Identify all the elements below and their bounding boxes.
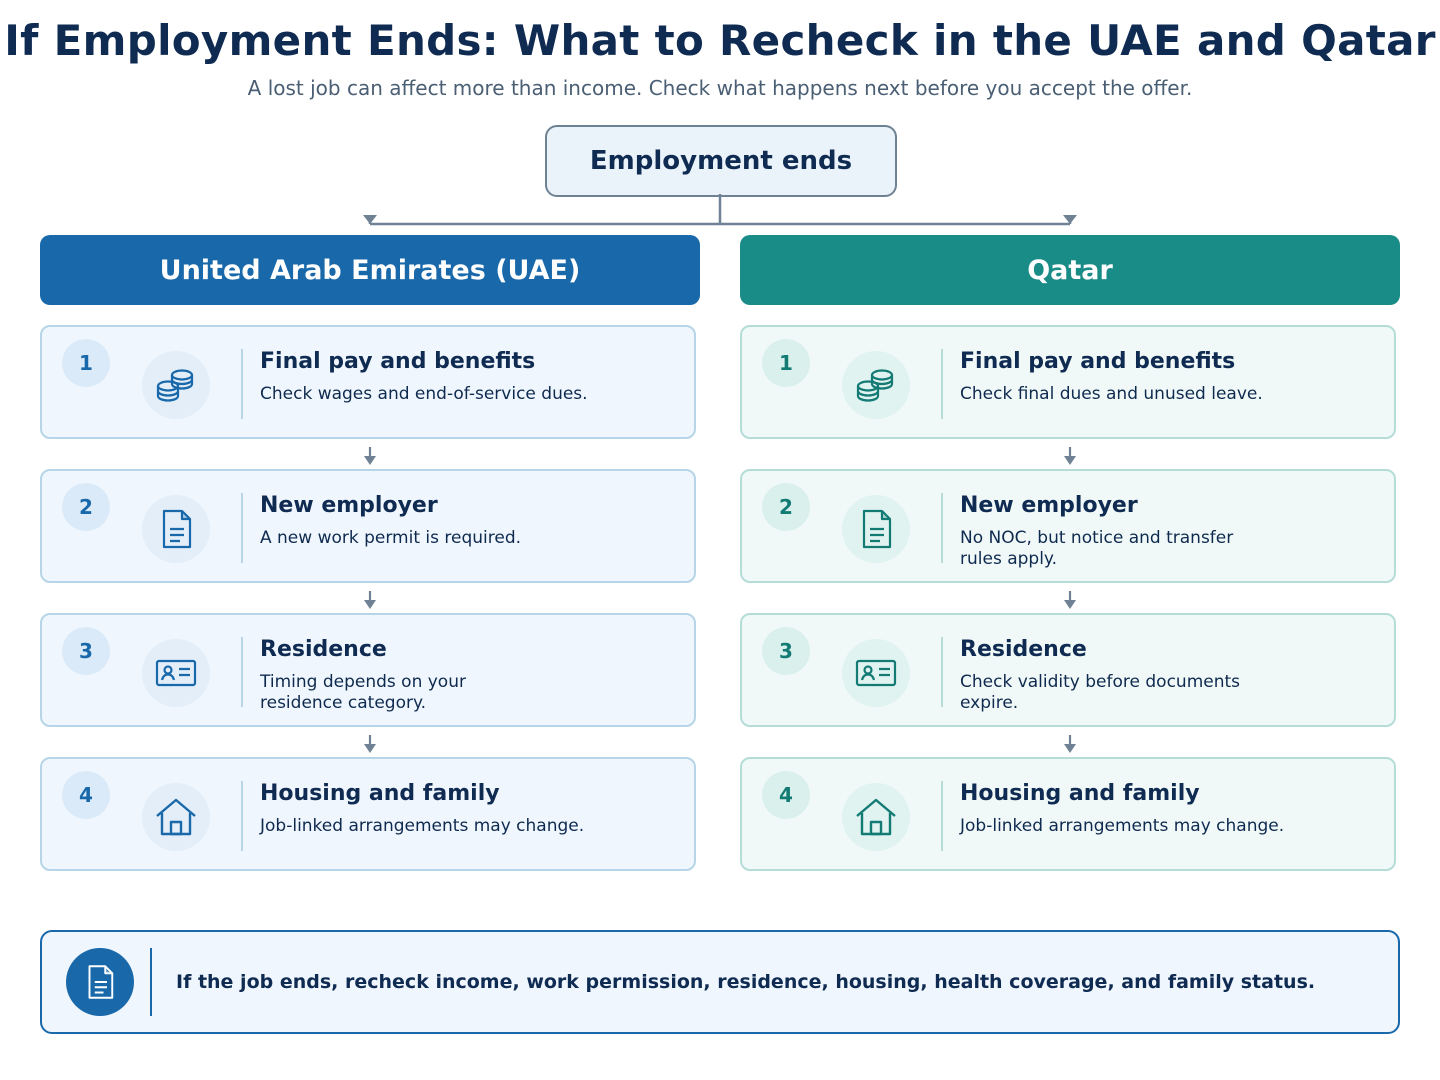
step-description: Timing depends on your residence category. [260, 672, 466, 713]
coins-icon [842, 351, 910, 419]
document-icon [142, 495, 210, 563]
uae-step-3-card [40, 613, 696, 727]
card-divider [241, 781, 243, 851]
qatar-column-header [740, 235, 1400, 305]
step-title: Housing and family [960, 781, 1200, 806]
step-title: Final pay and benefits [260, 349, 536, 374]
id-card-icon [842, 639, 910, 707]
uae-header-label: United Arab Emirates (UAE) [159, 254, 581, 286]
step-title: Residence [260, 637, 387, 662]
step-title: Final pay and benefits [960, 349, 1236, 374]
card-divider [941, 637, 943, 707]
qatar-step-1-card [740, 325, 1396, 439]
root-node-employment-ends [545, 125, 897, 197]
step-number: 3 [762, 627, 810, 675]
step-number: 4 [62, 771, 110, 819]
step-number: 4 [762, 771, 810, 819]
house-icon [142, 783, 210, 851]
step-title: New employer [260, 493, 438, 518]
arrow-to-qatar [1063, 215, 1077, 224]
step-description: Job-linked arrangements may change. [960, 816, 1285, 836]
card-divider [241, 493, 243, 563]
step-number: 3 [62, 627, 110, 675]
step-number: 2 [762, 483, 810, 531]
qatar-header-label: Qatar [1027, 254, 1113, 286]
page-title: If Employment Ends: What to Recheck in the UAE and Qatar [4, 16, 1436, 65]
step-title: Residence [960, 637, 1087, 662]
summary-callout [40, 930, 1400, 1034]
step-description: No NOC, but notice and transfer rules apply. [960, 528, 1234, 569]
step-description: Check final dues and unused leave. [960, 384, 1263, 404]
step-description: Check wages and end-of-service dues. [260, 384, 588, 404]
step-number: 1 [762, 339, 810, 387]
root-node-label: Employment ends [589, 146, 853, 176]
page-subtitle: A lost job can affect more than income. Check what happens next before you accept the offer. [247, 76, 1193, 100]
document-icon [66, 948, 134, 1016]
uae-step-1-card [40, 325, 696, 439]
step-description: A new work permit is required. [260, 528, 522, 548]
summary-text: If the job ends, recheck income, work permission, residence, housing, health coverage, and family status. [176, 971, 1316, 993]
coins-icon [142, 351, 210, 419]
uae-column-header [40, 235, 700, 305]
id-card-icon [142, 639, 210, 707]
card-divider [941, 493, 943, 563]
document-icon [842, 495, 910, 563]
step-title: New employer [960, 493, 1138, 518]
qatar-step-2-card [740, 469, 1396, 583]
card-divider [241, 349, 243, 419]
card-divider [941, 349, 943, 419]
uae-step-4-card [40, 757, 696, 871]
step-title: Housing and family [260, 781, 500, 806]
step-description: Job-linked arrangements may change. [260, 816, 585, 836]
step-number: 1 [62, 339, 110, 387]
qatar-step-3-card [740, 613, 1396, 727]
arrow-to-uae [363, 215, 377, 224]
house-icon [842, 783, 910, 851]
callout-divider [150, 948, 152, 1016]
qatar-step-4-card [740, 757, 1396, 871]
card-divider [941, 781, 943, 851]
step-description: Check validity before documents expire. [960, 672, 1241, 713]
uae-step-2-card [40, 469, 696, 583]
card-divider [241, 637, 243, 707]
step-number: 2 [62, 483, 110, 531]
